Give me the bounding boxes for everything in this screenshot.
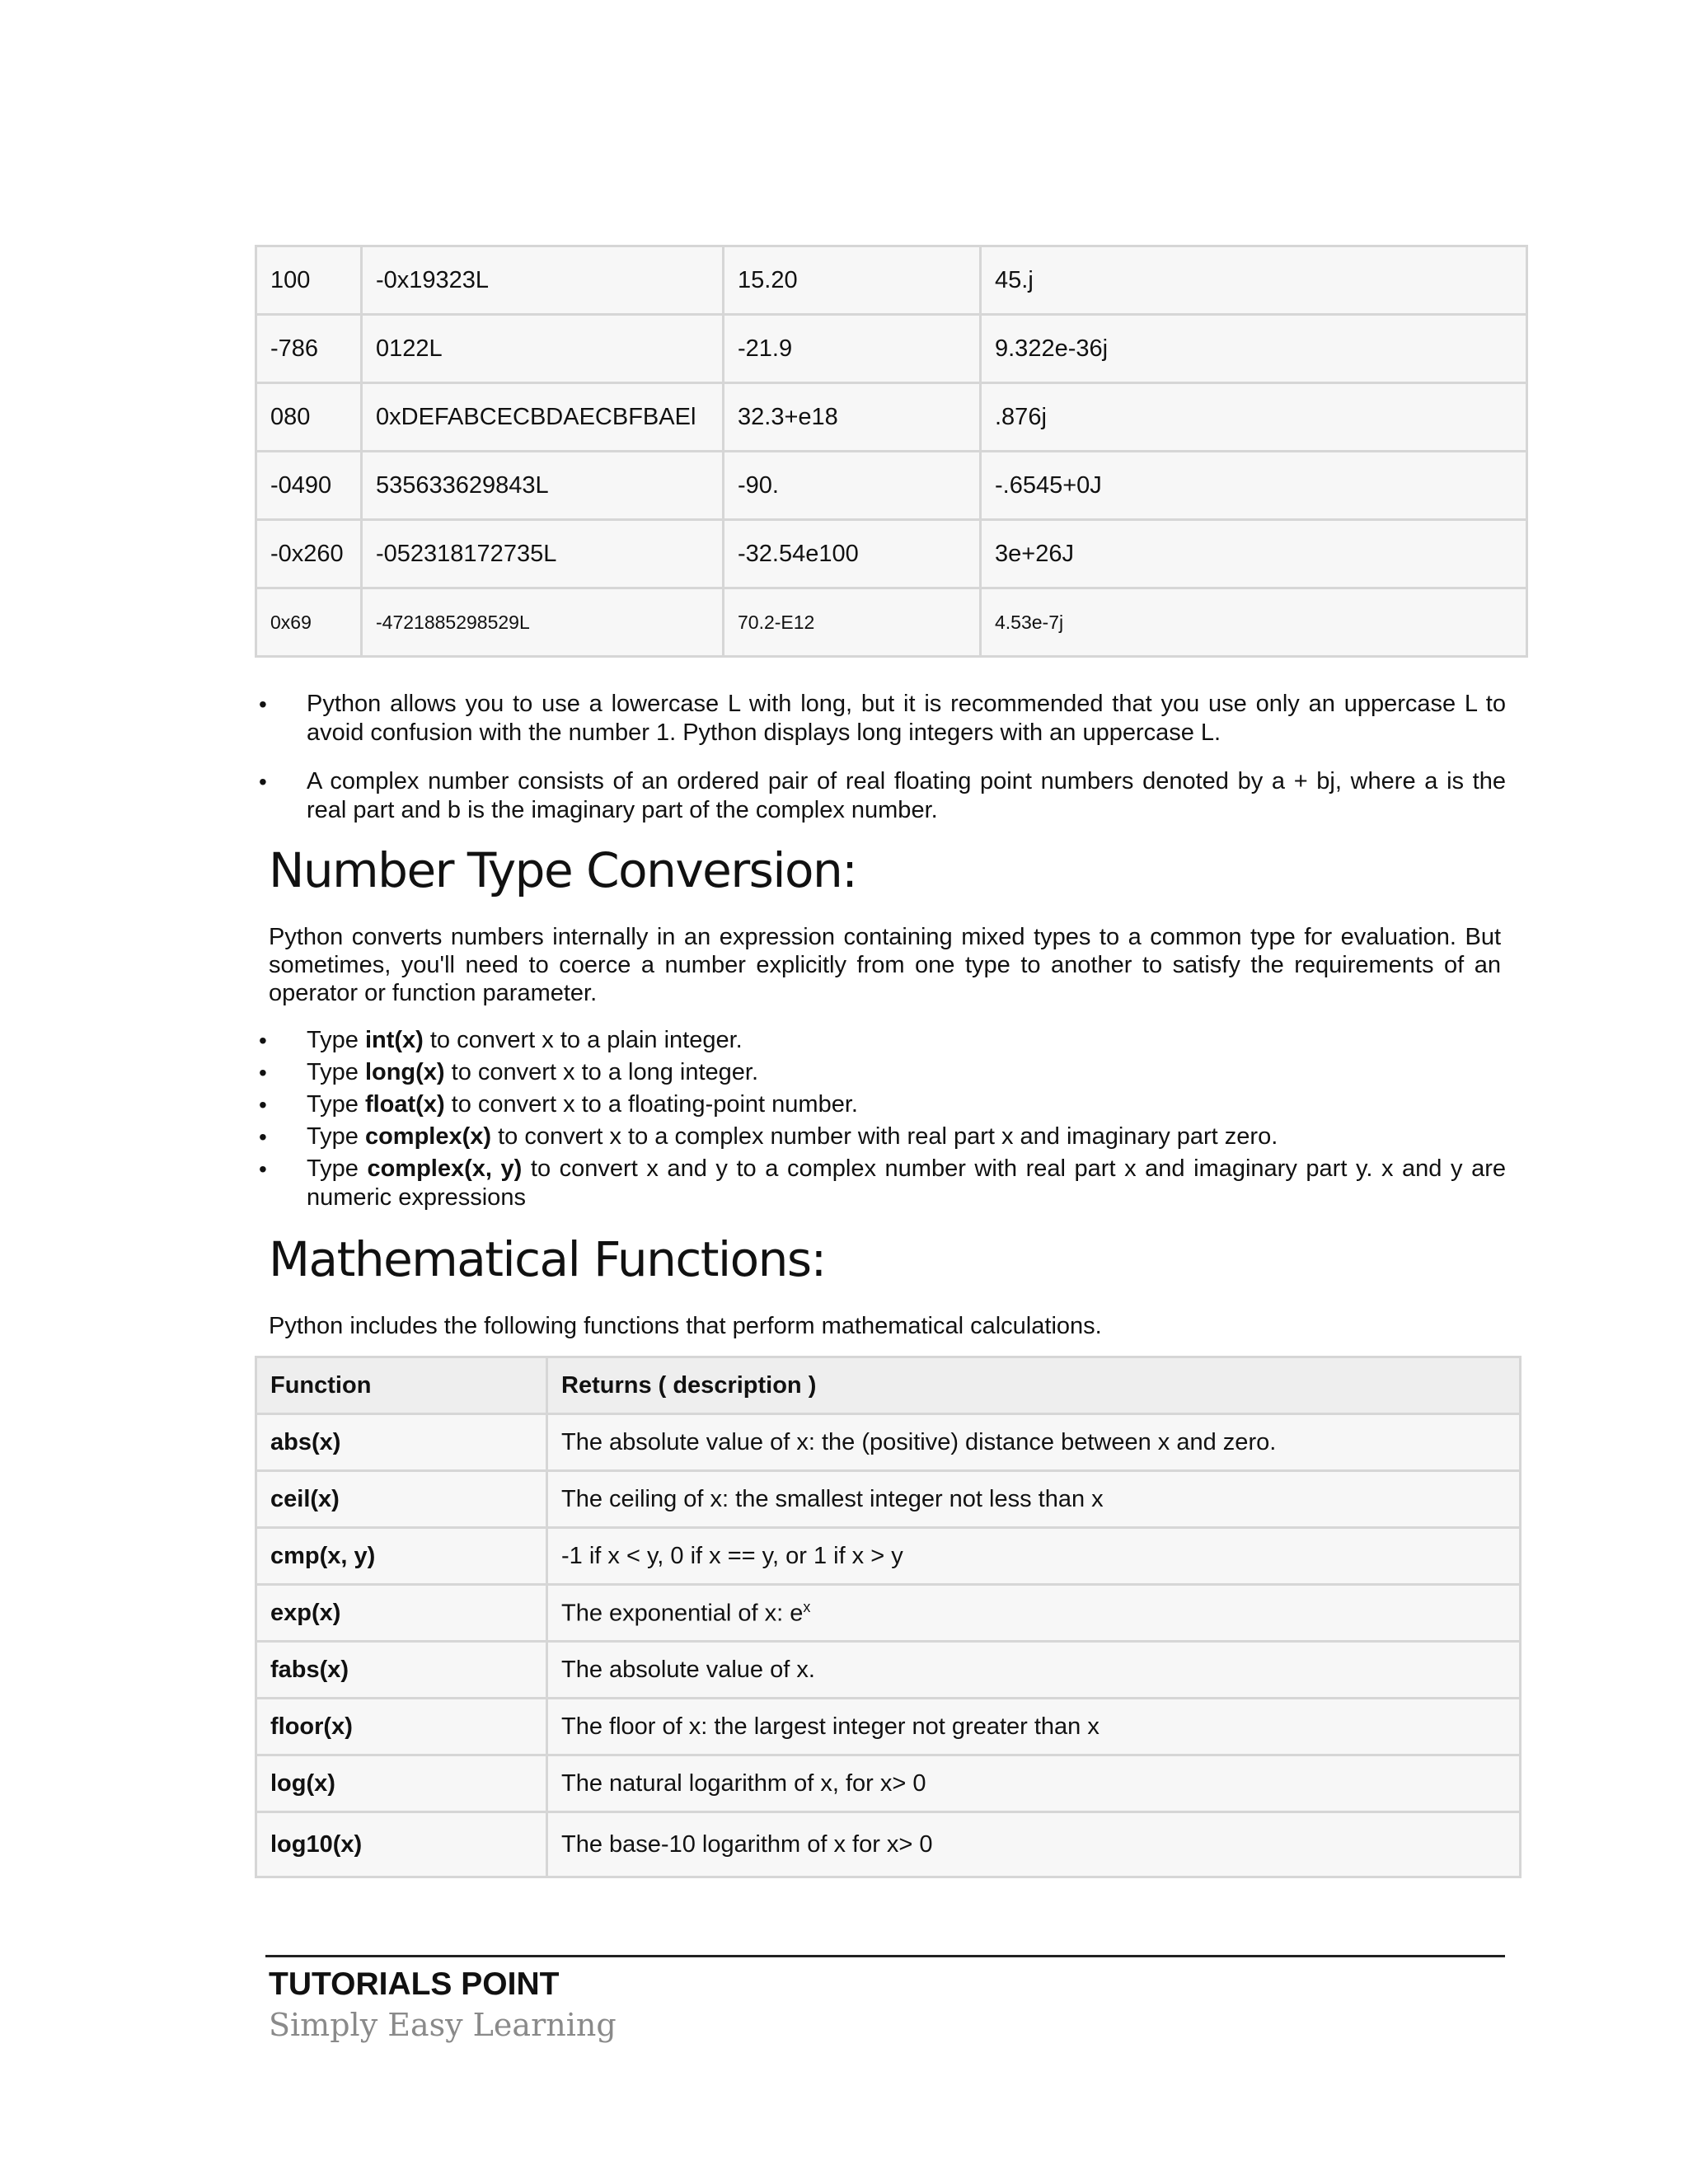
bullet-icon: •	[259, 769, 267, 794]
section-heading-conversion: Number Type Conversion:	[269, 842, 857, 898]
bullet-icon: •	[259, 1092, 267, 1118]
item-prefix: Type	[307, 1091, 365, 1118]
table-cell: -32.54e100	[724, 520, 981, 588]
table-cell: 100	[256, 246, 362, 315]
function-description: The absolute value of x: the (positive) distance between x and zero.	[547, 1414, 1521, 1471]
function-name: floor(x)	[256, 1699, 547, 1755]
note-text: A complex number consists of an ordered pair of real floating point numbers denoted by a + bj, where a is the real part and b is the imaginary part of the complex number.	[307, 768, 1506, 823]
list-item	[257, 1122, 1506, 1151]
table-cell: 535633629843L	[362, 452, 724, 520]
table-cell: 0x69	[256, 588, 362, 657]
item-prefix: Type	[307, 1059, 365, 1085]
function-name: exp(x)	[256, 1585, 547, 1642]
function-description: The floor of x: the largest integer not greater than x	[547, 1699, 1521, 1755]
function-description: The absolute value of x.	[547, 1642, 1521, 1699]
table-cell: 70.2-E12	[724, 588, 981, 657]
bullet-icon: •	[259, 1156, 267, 1182]
table-row	[256, 383, 1527, 452]
number-literal-table	[255, 245, 1528, 658]
description-text: The exponential of x: e	[561, 1600, 804, 1627]
function-description: -1 if x < y, 0 if x == y, or 1 if x > y	[547, 1528, 1521, 1585]
table-row	[256, 1528, 1521, 1585]
table-cell: 15.20	[724, 246, 981, 315]
table-row	[256, 1585, 1521, 1642]
item-code: complex(x, y)	[367, 1155, 523, 1182]
table-cell: 0xDEFABCECBDAECBFBAEl	[362, 383, 724, 452]
note-text: Python allows you to use a lowercase L with long, but it is recommended that you use only an uppercase L to avoid confusion with the number 1. Python displays long integers with an uppercase L.	[307, 691, 1506, 746]
item-suffix: to convert x to a floating-point number.	[444, 1091, 858, 1118]
item-suffix: to convert x to a complex number with real part x and imaginary part zero.	[491, 1123, 1278, 1150]
conversion-paragraph: Python converts numbers internally in an expression containing mixed types to a common type for evaluation. But sometimes, you'll need to coerce a number explicitly from one type to another to satisfy the requirements of an operator or function parameter.	[269, 924, 1501, 1006]
function-name: abs(x)	[256, 1414, 547, 1471]
table-cell: -786	[256, 315, 362, 383]
table-cell: -0x19323L	[362, 246, 724, 315]
table-cell: 4.53e-7j	[981, 588, 1527, 657]
column-header-function: Function	[256, 1357, 547, 1414]
item-code: complex(x)	[364, 1123, 492, 1150]
table-cell: .876j	[981, 383, 1527, 452]
function-description: The ceiling of x: the smallest integer not less than x	[547, 1471, 1521, 1528]
table-cell: -4721885298529L	[362, 588, 724, 657]
table-row	[256, 520, 1527, 588]
bullet-icon: •	[259, 1124, 267, 1150]
math-paragraph: Python includes the following functions that perform mathematical calculations.	[269, 1313, 1102, 1339]
function-name: ceil(x)	[256, 1471, 547, 1528]
table-cell: -0490	[256, 452, 362, 520]
item-code: float(x)	[364, 1091, 445, 1118]
table-row	[256, 246, 1527, 315]
item-prefix: Type	[307, 1155, 368, 1182]
table-header-row	[256, 1357, 1521, 1414]
table-cell: 080	[256, 383, 362, 452]
table-cell: -21.9	[724, 315, 981, 383]
superscript: x	[803, 1598, 811, 1615]
table-row	[256, 1471, 1521, 1528]
table-cell: -0x260	[256, 520, 362, 588]
table-cell: 9.322e-36j	[981, 315, 1527, 383]
function-description: The base-10 logarithm of x for x> 0	[547, 1812, 1521, 1877]
function-name: fabs(x)	[256, 1642, 547, 1699]
footer-tagline: Simply Easy Learning	[269, 2007, 617, 2043]
table-row	[256, 452, 1527, 520]
table-row	[256, 1699, 1521, 1755]
list-item	[257, 1026, 1506, 1055]
table-row	[256, 315, 1527, 383]
footer-divider	[265, 1955, 1505, 1957]
table-row	[256, 588, 1527, 657]
table-row	[256, 1755, 1521, 1812]
table-row	[256, 1414, 1521, 1471]
list-item	[257, 1090, 1506, 1119]
section-heading-math: Mathematical Functions:	[269, 1231, 826, 1287]
list-item	[257, 767, 1506, 825]
table-cell: 3e+26J	[981, 520, 1527, 588]
column-header-returns: Returns ( description )	[547, 1357, 1521, 1414]
item-prefix: Type	[307, 1123, 365, 1150]
bullet-icon: •	[259, 691, 267, 717]
table-cell: -.6545+0J	[981, 452, 1527, 520]
item-suffix: to convert x to a plain integer.	[423, 1027, 743, 1053]
item-suffix: to convert x to a long integer.	[444, 1059, 759, 1085]
bullet-icon: •	[259, 1060, 267, 1085]
function-name: log(x)	[256, 1755, 547, 1812]
item-suffix: to convert x and y to a complex number with real part x and imaginary part y. x and y are numeric expressions	[307, 1155, 1506, 1211]
table-cell: -90.	[724, 452, 981, 520]
bullet-icon: •	[259, 1028, 267, 1053]
table-row	[256, 1812, 1521, 1877]
list-item	[257, 1155, 1506, 1212]
table-cell: 0122L	[362, 315, 724, 383]
function-name: log10(x)	[256, 1812, 547, 1877]
conversion-list	[257, 1026, 1506, 1216]
math-functions-table	[255, 1356, 1522, 1878]
list-item	[257, 1058, 1506, 1087]
table-cell: -052318172735L	[362, 520, 724, 588]
table-cell: 45.j	[981, 246, 1527, 315]
list-item	[257, 690, 1506, 748]
table-row	[256, 1642, 1521, 1699]
item-prefix: Type	[307, 1027, 365, 1053]
notes-list	[257, 690, 1506, 845]
function-description	[547, 1585, 1521, 1642]
footer-brand: TUTORIALS POINT	[269, 1966, 560, 2002]
item-code: int(x)	[364, 1027, 424, 1053]
function-name: cmp(x, y)	[256, 1528, 547, 1585]
function-description: The natural logarithm of x, for x> 0	[547, 1755, 1521, 1812]
item-code: long(x)	[364, 1059, 445, 1085]
table-cell: 32.3+e18	[724, 383, 981, 452]
